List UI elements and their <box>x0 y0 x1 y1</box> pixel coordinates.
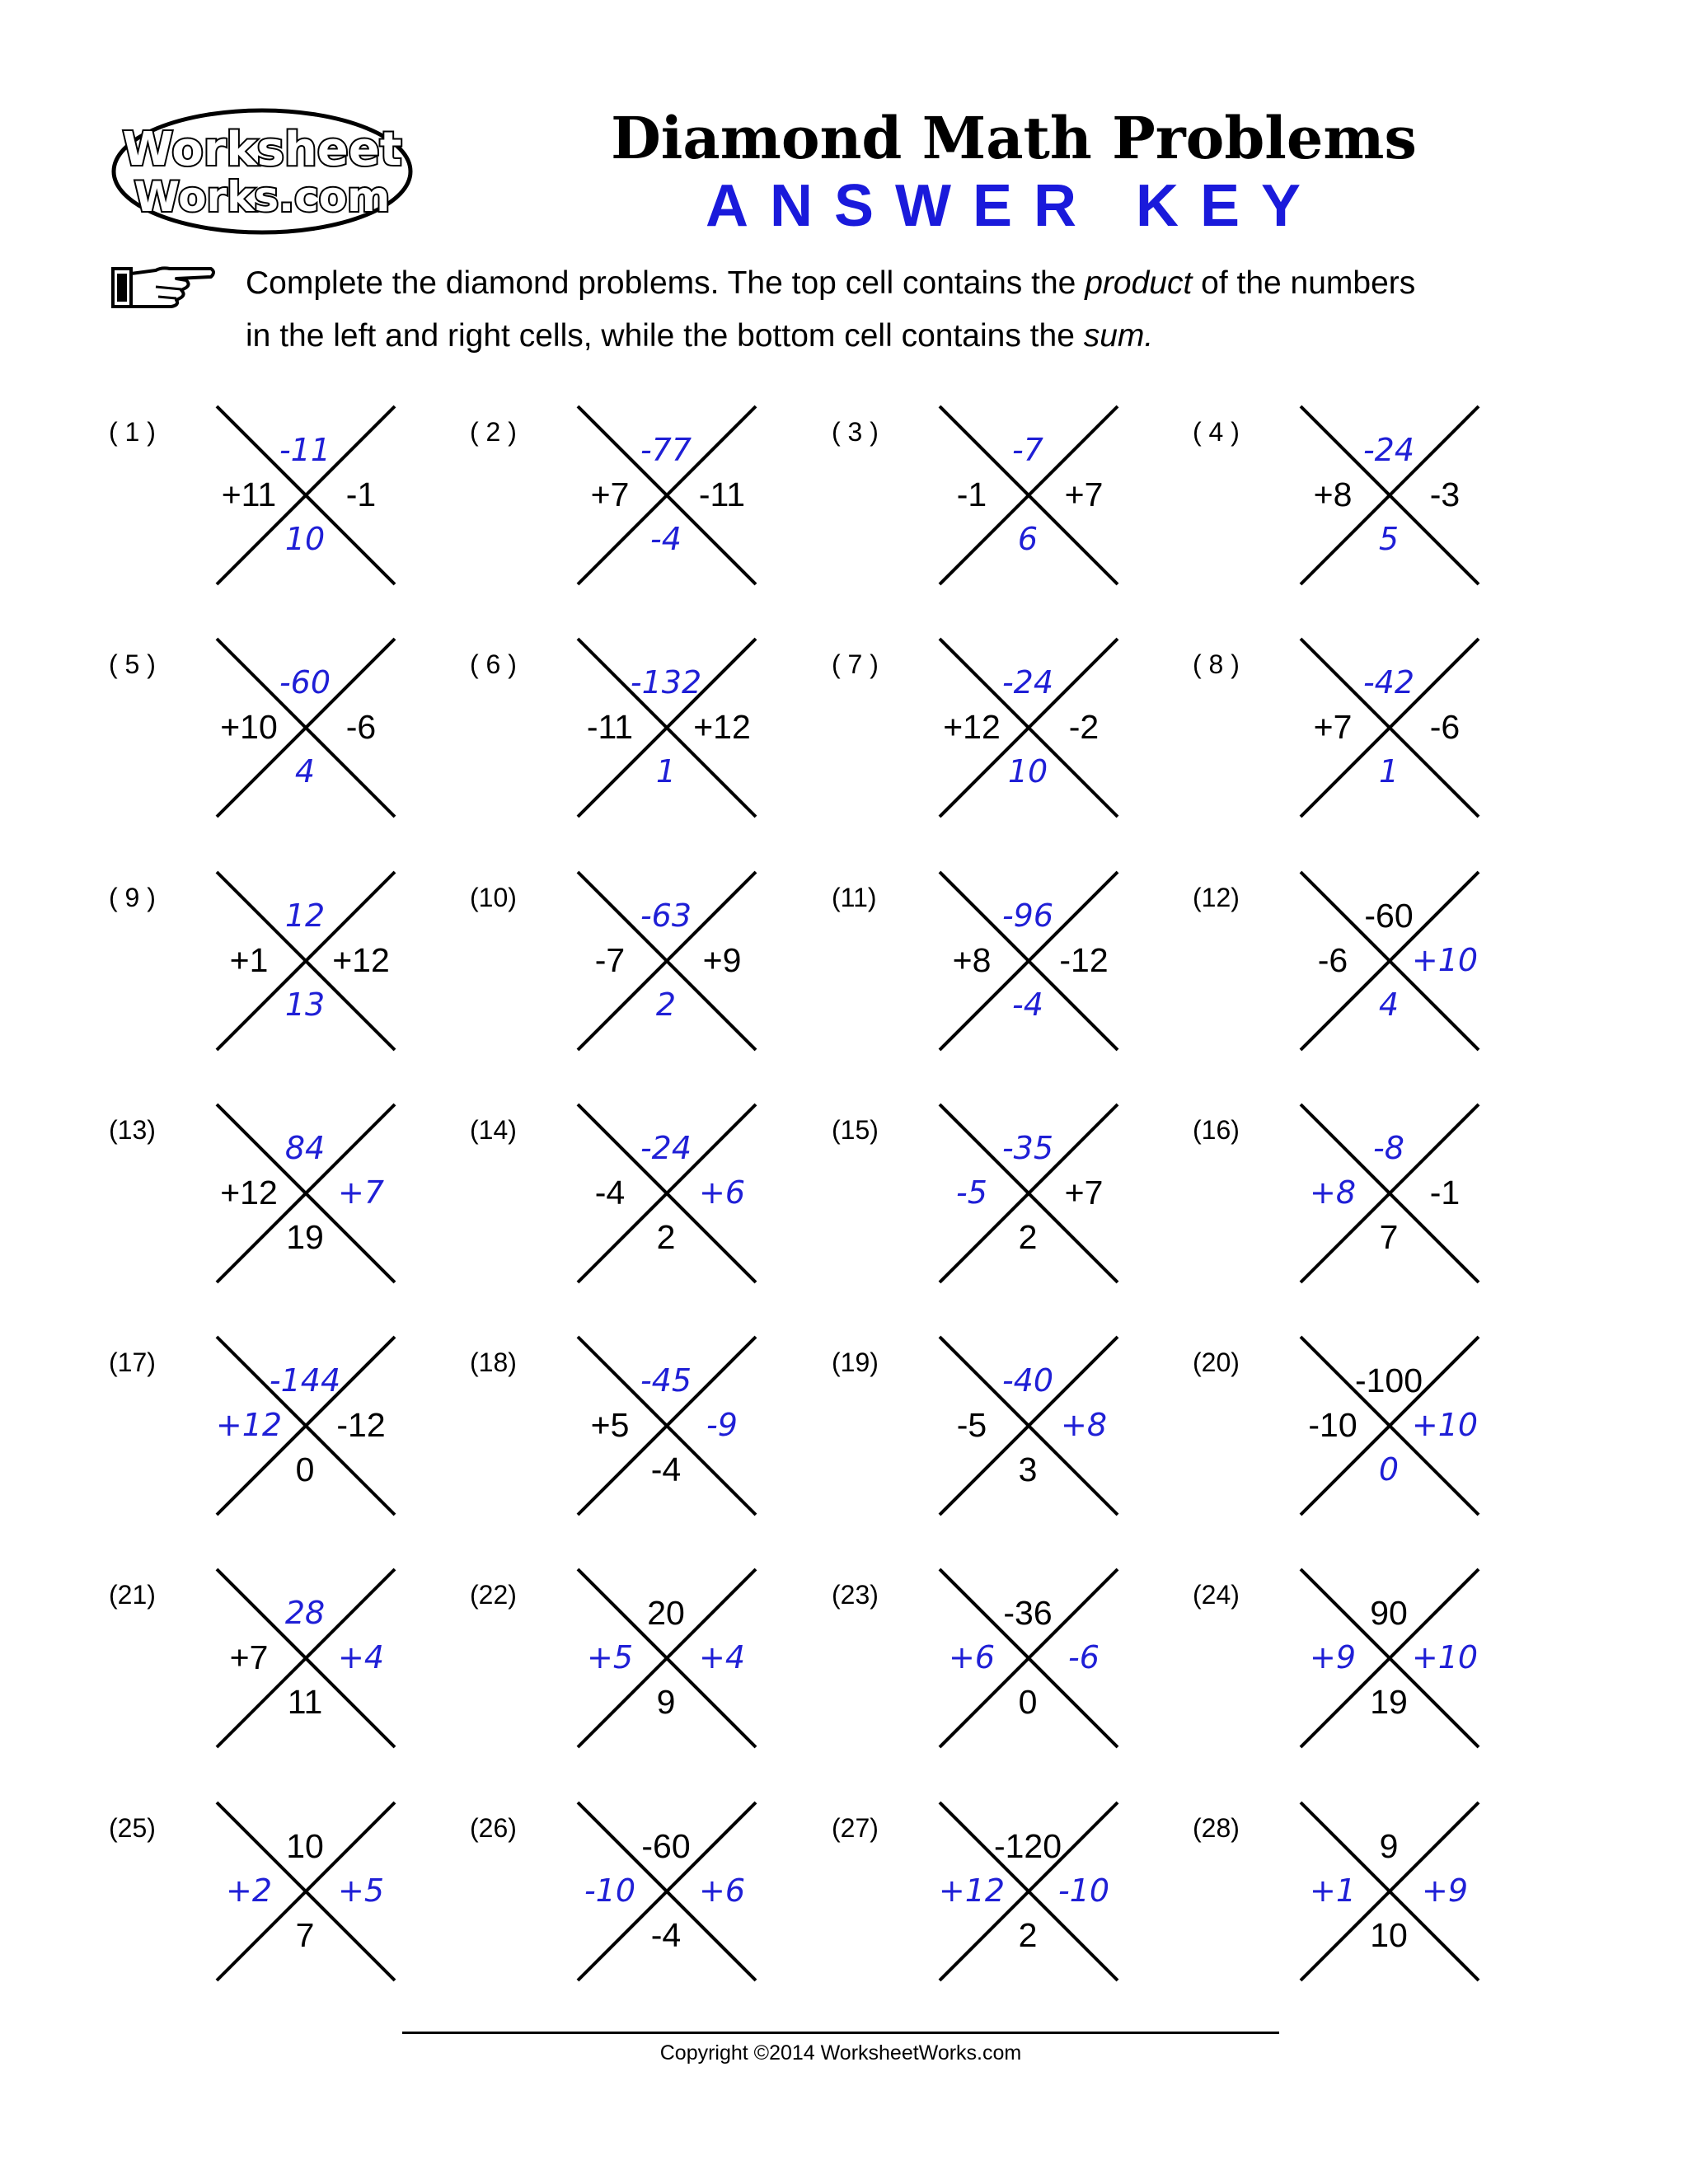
cell-bottom: -4 <box>650 521 682 557</box>
problem-number: (21) <box>109 1580 156 1610</box>
problem-number: (28) <box>1193 1813 1240 1843</box>
cell-top: 28 <box>284 1595 326 1631</box>
cell-top: 20 <box>647 1594 685 1632</box>
cell-left: +7 <box>1313 708 1353 746</box>
cell-right: -3 <box>1429 476 1461 513</box>
cell-left: +6 <box>948 1639 996 1675</box>
problem-number: (22) <box>470 1580 517 1610</box>
cell-right: -11 <box>698 476 746 513</box>
worksheetworks-logo <box>109 105 415 237</box>
cell-bottom: 3 <box>1018 1451 1038 1488</box>
cell-top: -24 <box>1001 664 1054 701</box>
cell-right: -12 <box>1059 941 1109 979</box>
problem-number: (20) <box>1193 1347 1240 1377</box>
cell-right: -2 <box>1068 708 1100 746</box>
cell-bottom: 7 <box>295 1916 315 1954</box>
problem-number: ( 7 ) <box>832 649 879 679</box>
problem-number: (14) <box>470 1115 517 1145</box>
cell-left: +12 <box>215 1407 283 1443</box>
cell-right: +8 <box>1060 1407 1108 1443</box>
cell-right: +9 <box>702 941 742 979</box>
cell-left: -10 <box>584 1872 636 1909</box>
cell-top: -42 <box>1362 664 1415 701</box>
cell-top: -40 <box>1001 1362 1054 1399</box>
cell-left: +7 <box>590 476 630 513</box>
problem-number: (10) <box>470 883 517 912</box>
cell-bottom: 0 <box>1378 1451 1400 1488</box>
cell-bottom: 1 <box>1378 753 1400 790</box>
cell-right: +4 <box>337 1639 385 1675</box>
cell-top: 84 <box>284 1130 326 1166</box>
problem-number: (11) <box>832 883 877 912</box>
problem-number: (13) <box>109 1115 156 1145</box>
problem-number: (18) <box>470 1347 517 1377</box>
cell-right: -1 <box>345 476 377 513</box>
cell-top: -11 <box>279 432 331 468</box>
svg-text:Worksheet: Worksheet <box>122 123 402 176</box>
problem-number: (17) <box>109 1347 156 1377</box>
pointing-hand-icon <box>110 262 218 312</box>
cell-bottom: 1 <box>655 753 677 790</box>
cell-right: +4 <box>698 1639 746 1675</box>
cell-left: +1 <box>1309 1872 1357 1909</box>
cell-bottom: 10 <box>1007 753 1048 790</box>
cell-right: +5 <box>337 1872 385 1909</box>
cell-top: -24 <box>640 1130 692 1166</box>
cell-bottom: 4 <box>1378 987 1400 1023</box>
cell-left: -6 <box>1317 941 1348 979</box>
cell-top: 12 <box>284 898 326 934</box>
problem-number: ( 2 ) <box>470 417 517 447</box>
cell-top: -36 <box>1003 1594 1053 1632</box>
cell-right: -6 <box>345 708 377 746</box>
problem-number: (12) <box>1193 883 1240 912</box>
cell-bottom: 10 <box>1370 1916 1408 1954</box>
cell-top: 10 <box>286 1827 324 1865</box>
cell-left: +1 <box>229 941 269 979</box>
cell-top: -60 <box>641 1827 691 1865</box>
cell-top: -60 <box>1364 897 1414 935</box>
cell-right: +6 <box>698 1872 746 1909</box>
cell-right: +10 <box>1411 942 1479 978</box>
cell-left: +12 <box>220 1174 278 1212</box>
cell-bottom: 10 <box>284 521 326 557</box>
problem-number: (23) <box>832 1580 879 1610</box>
cell-top: -7 <box>1012 432 1043 468</box>
answer-key-subtitle: ANSWER KEY <box>705 173 1323 239</box>
cell-top: -96 <box>1001 898 1054 934</box>
cell-left: +2 <box>225 1872 273 1909</box>
problem-number: (19) <box>832 1347 879 1377</box>
problem-number: ( 6 ) <box>470 649 517 679</box>
cell-left: -1 <box>956 476 987 513</box>
problem-number: ( 1 ) <box>109 417 156 447</box>
cell-right: +12 <box>693 708 751 746</box>
cell-left: +10 <box>220 708 278 746</box>
cell-bottom: 0 <box>295 1451 315 1488</box>
cell-left: +8 <box>952 941 992 979</box>
cell-bottom: 19 <box>286 1218 324 1256</box>
cell-top: -35 <box>1001 1130 1054 1166</box>
problem-number: (24) <box>1193 1580 1240 1610</box>
problem-number: ( 5 ) <box>109 649 156 679</box>
problem-number: (25) <box>109 1813 156 1843</box>
cell-left: -5 <box>956 1174 987 1211</box>
cell-left: +5 <box>590 1406 630 1444</box>
cell-top: -60 <box>279 664 331 701</box>
problem-number: ( 8 ) <box>1193 649 1240 679</box>
cell-right: -10 <box>1057 1872 1110 1909</box>
problem-number: (16) <box>1193 1115 1240 1145</box>
cell-right: -6 <box>1429 708 1461 746</box>
logo-badge-icon <box>109 105 415 237</box>
copyright-text: Copyright ©2014 WorksheetWorks.com <box>659 2041 1022 2064</box>
cell-bottom: 2 <box>1018 1916 1038 1954</box>
cell-right: -1 <box>1429 1174 1461 1212</box>
cell-left: +9 <box>1309 1639 1357 1675</box>
cell-top: -120 <box>993 1827 1062 1865</box>
cell-left: +8 <box>1309 1174 1357 1211</box>
cell-left: +5 <box>586 1639 634 1675</box>
cell-left: +12 <box>943 708 1001 746</box>
cell-left: +12 <box>938 1872 1006 1909</box>
cell-top: -8 <box>1373 1130 1404 1166</box>
cell-top: -77 <box>640 432 692 468</box>
problem-number: (27) <box>832 1813 879 1843</box>
cell-right: +10 <box>1411 1639 1479 1675</box>
cell-top: -63 <box>640 898 692 934</box>
cell-left: +8 <box>1313 476 1353 513</box>
cell-right: +12 <box>332 941 390 979</box>
cell-left: -4 <box>594 1174 626 1212</box>
cell-left: +11 <box>221 476 277 513</box>
cell-top: -24 <box>1362 432 1415 468</box>
problem-number: (15) <box>832 1115 879 1145</box>
cell-bottom: 4 <box>294 753 316 790</box>
cell-top: -45 <box>640 1362 692 1399</box>
cell-bottom: 2 <box>1018 1218 1038 1256</box>
cell-left: +7 <box>229 1638 269 1676</box>
problem-number: ( 4 ) <box>1193 417 1240 447</box>
cell-right: +9 <box>1421 1872 1469 1909</box>
problem-number: ( 3 ) <box>832 417 879 447</box>
cell-bottom: -4 <box>650 1916 682 1954</box>
cell-bottom: 9 <box>656 1683 676 1721</box>
cell-right: +7 <box>1064 476 1104 513</box>
cell-top: -132 <box>630 664 702 701</box>
cell-right: -9 <box>706 1407 738 1443</box>
page-title: Diamond Math Problems <box>611 104 1417 172</box>
cell-bottom: 19 <box>1370 1683 1408 1721</box>
cell-top: -144 <box>269 1362 341 1399</box>
cell-right: +7 <box>1064 1174 1104 1212</box>
cell-bottom: 7 <box>1379 1218 1399 1256</box>
cell-top: -100 <box>1354 1361 1423 1399</box>
cell-right: +7 <box>337 1174 385 1211</box>
cell-bottom: 5 <box>1378 521 1400 557</box>
cell-left: -5 <box>956 1406 987 1444</box>
problem-number: (26) <box>470 1813 517 1843</box>
cell-bottom: -4 <box>1012 987 1043 1023</box>
cell-bottom: 13 <box>284 987 326 1023</box>
cell-left: -11 <box>586 708 634 746</box>
cell-bottom: 6 <box>1017 521 1039 557</box>
cell-bottom: 0 <box>1018 1683 1038 1721</box>
cell-bottom: -4 <box>650 1451 682 1488</box>
cell-bottom: 2 <box>655 987 677 1023</box>
instructions-text: Complete the diamond problems. The top cell contains the product of the numbers in the left and right cells, while the bottom cell contains the sum. <box>246 265 1416 354</box>
cell-right: +6 <box>698 1174 746 1211</box>
cell-right: +10 <box>1411 1407 1479 1443</box>
cell-left: -10 <box>1308 1406 1357 1444</box>
cell-right: -12 <box>336 1406 386 1444</box>
problem-number: ( 9 ) <box>109 883 156 912</box>
cell-top: 90 <box>1370 1594 1408 1632</box>
svg-text:Works.com: Works.com <box>134 173 391 221</box>
cell-right: -6 <box>1068 1639 1100 1675</box>
cell-bottom: 11 <box>287 1683 323 1721</box>
cell-left: -7 <box>594 941 626 979</box>
footer-divider <box>402 2032 1279 2034</box>
cell-top: 9 <box>1379 1827 1399 1865</box>
cell-bottom: 2 <box>656 1218 676 1256</box>
